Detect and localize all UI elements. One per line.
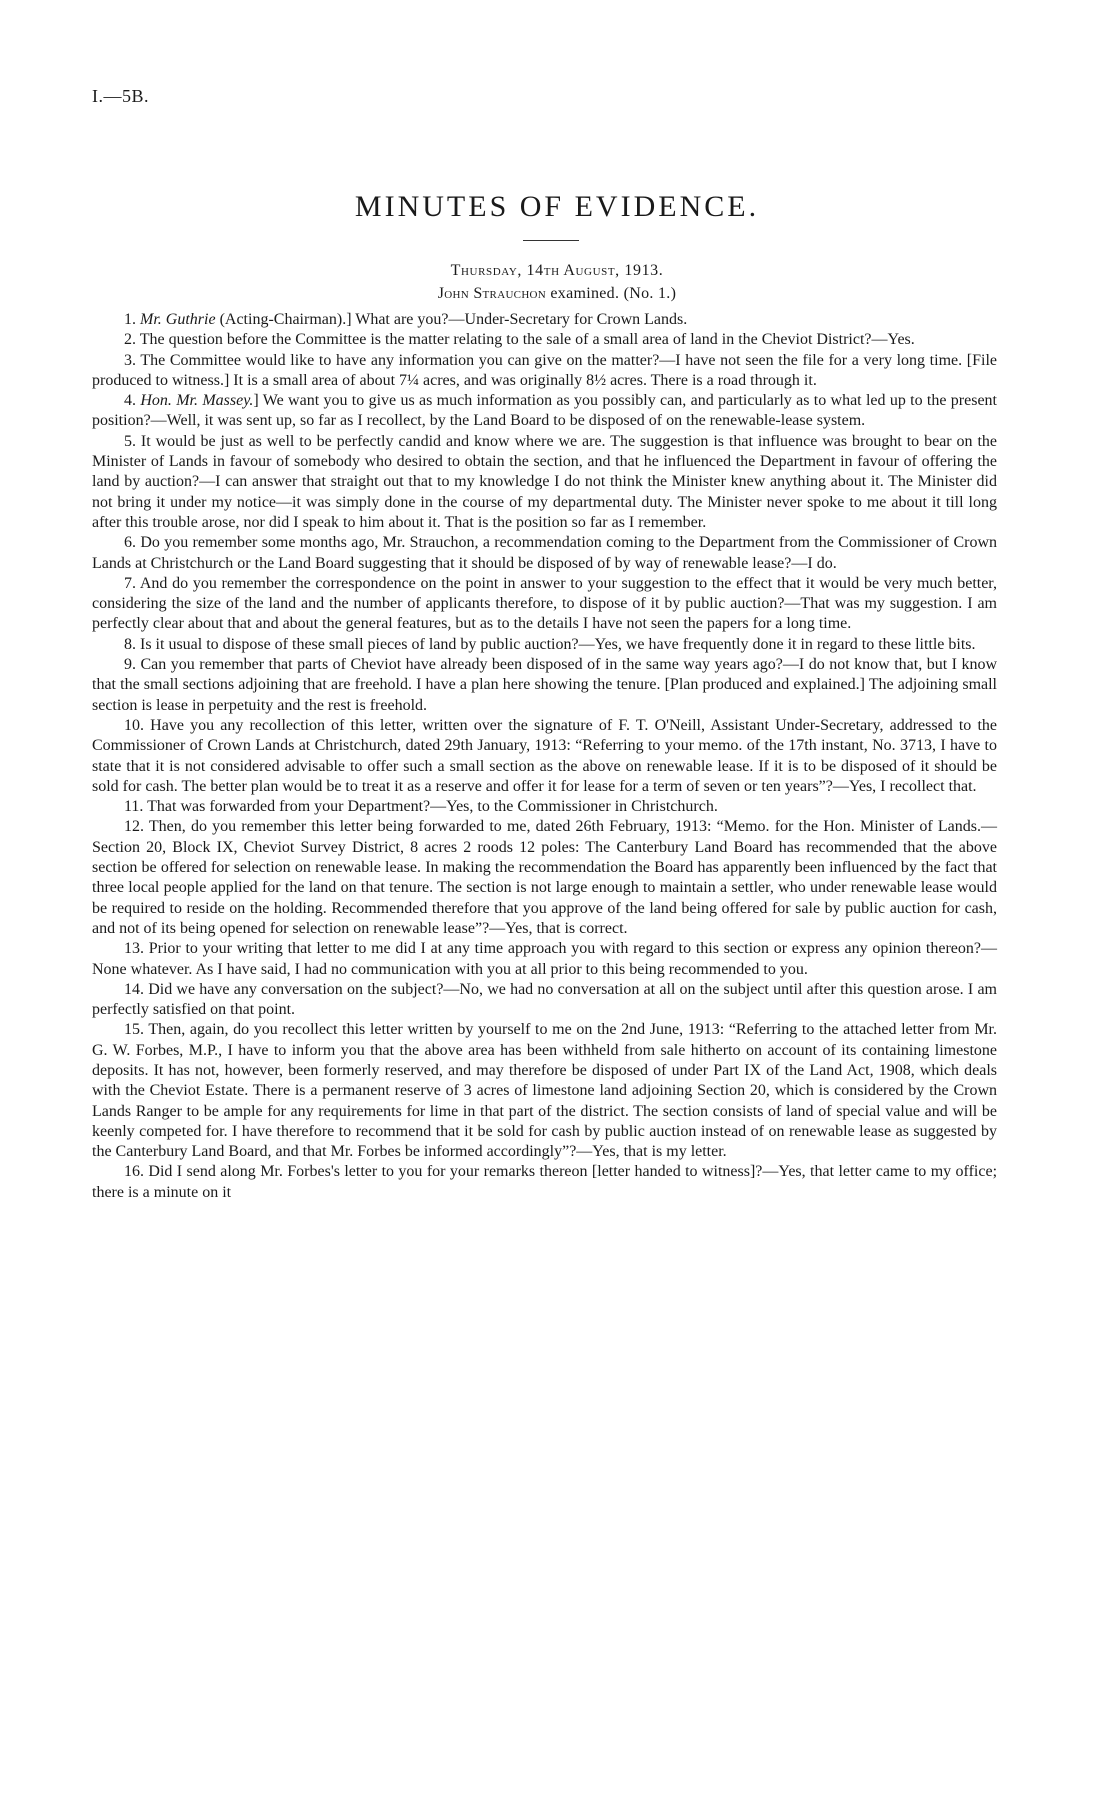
evidence-entry bbox=[92, 980, 997, 1021]
entry-text: The Committee would like to have any information you can give on the matter?—I have not seen the file for a very long time. [File produced to witness.] It is a small area of about 7¼ acres, and was originally 8½ acres. There is a road through it. bbox=[92, 351, 997, 389]
entry-text: ] We want you to give us as much information as you possibly can, and particularly as to what led up to the present position?—Well, it was sent up, so far as I recollect, by the Land Board to be disposed of on the renewable-lease system. bbox=[92, 392, 997, 430]
entry-number: 4. bbox=[124, 392, 136, 410]
entry-text: The question before the Committee is the matter relating to the sale of a small area of land in the Cheviot District?—Yes. bbox=[139, 331, 915, 349]
evidence-entry bbox=[92, 391, 997, 432]
entry-number: 9. bbox=[124, 656, 136, 674]
page-reference: I.—5B. bbox=[92, 86, 149, 106]
witness-number: (No. 1.) bbox=[623, 285, 677, 302]
evidence-entry bbox=[92, 351, 997, 392]
evidence-entry bbox=[92, 716, 997, 797]
document-title: MINUTES OF EVIDENCE. bbox=[354, 190, 760, 223]
evidence-body bbox=[92, 310, 997, 1203]
session-date: Thursday, 14th August, 1913. bbox=[450, 262, 664, 279]
entry-text: Have you any recollection of this letter, written over the signature of F. T. O'Neill, Assistant Under-Secretary, addressed to the Commissioner of Crown Lands at Christchurch, dated 29th January, 1913: “Referring to your memo. of the 17th instant, No. 3713, I have to state that it is not considered advisable to offer such a small section as the above on renewable lease. If it is to be disposed of it should be sold for cash. The better plan would be to treat it as a reserve and offer it for lease for a term of seven or ten years”?—Yes, I recollect that. bbox=[92, 716, 998, 795]
evidence-entry bbox=[92, 432, 997, 533]
entry-number: 5. bbox=[124, 432, 136, 450]
title-divider bbox=[523, 240, 579, 241]
entry-number: 8. bbox=[124, 635, 136, 653]
entry-number: 11. bbox=[124, 798, 144, 816]
entry-text: And do you remember the correspondence on the point in answer to your suggestion to the effect that it would be very much better, considering the size of the land and the number of applicants therefore, to dispose of it by public auction?—That was my suggestion. I am perfectly clear about that and about the general features, but as to the details I have not seen the papers for a long time. bbox=[92, 574, 997, 633]
entry-number: 7. bbox=[124, 574, 136, 592]
entry-text: That was forwarded from your Department?—Yes, to the Commissioner in Christchurch. bbox=[147, 798, 718, 816]
entry-text: Prior to your writing that letter to me did I at any time approach you with regard to this section or express any opinion thereon?—None whatever. As I have said, I had no communication with you at all prior to this being recommended to you. bbox=[92, 940, 998, 978]
entry-number: 1. bbox=[124, 311, 136, 328]
evidence-entry bbox=[92, 797, 997, 817]
witness-examined: examined. bbox=[550, 285, 620, 302]
entry-number: 13. bbox=[124, 940, 144, 958]
entry-number: 12. bbox=[124, 818, 144, 836]
entry-text: It would be just as well to be perfectly candid and know where we are. The suggestion is that influence was brought to bear on the Minister of Lands in favour of somebody who desired to obtain the section, and that he influenced the Department in favour of offering the land by auction?—I can answer that straight out that to my knowledge I do not think the Minister knew anything about it. The Minister did not bring it under my notice—it was simply done in the course of my departmental duty. The Minister never spoke to me about it till long after this trouble arose, nor did I speak to him about it. That is the position so far as I remember. bbox=[92, 432, 998, 531]
entry-number: 2. bbox=[124, 331, 136, 349]
entry-number: 3. bbox=[124, 351, 136, 369]
entry-text: (Acting-Chairman).] What are you?—Under-Secretary for Crown Lands. bbox=[219, 311, 688, 328]
evidence-entry bbox=[92, 574, 997, 635]
evidence-entry bbox=[92, 1162, 997, 1203]
entry-text: Then, do you remember this letter being forwarded to me, dated 26th February, 1913: “Memo. for the Hon. Minister of Lands.—Section 20, Block IX, Cheviot Survey District, 8 acres 2 roods 12 poles: The Canterbury Land Board has recommended that the above section be offered for selection on renewable lease. In making the recommendation the Board has apparently been influenced by the fact that three local people applied for the land on that tenure. The section is not large enough to maintain a settler, who under renewable lease would be required to reside on the holding. Recommended therefore that you approve of the land being offered for sale by public auction for cash, and not of its being opened for selection on renewable lease”?—Yes, that is correct. bbox=[92, 818, 997, 937]
entry-number: 6. bbox=[124, 534, 136, 552]
evidence-entry bbox=[92, 655, 997, 716]
entry-text: Did I send along Mr. Forbes's letter to you for your remarks thereon [letter handed to witness]?—Yes, that letter came to my office; there is a minute on it bbox=[92, 1163, 998, 1201]
witness-name: John Strauchon bbox=[437, 285, 547, 302]
entry-text: Did we have any conversation on the subject?—No, we had no conversation at all on the subject until after this question arose. I am perfectly satisfied on that point. bbox=[92, 980, 997, 1019]
evidence-entry bbox=[92, 635, 997, 655]
entry-text: Do you remember some months ago, Mr. Strauchon, a recommendation coming to the Department from the Commissioner of Crown Lands at Christchurch or the Land Board suggesting that it should be disposed of by way of renewable lease?—I do. bbox=[92, 534, 998, 572]
entry-text: Can you remember that parts of Cheviot have already been disposed of in the same way years ago?—I do not know that, but I know that the small sections adjoining that are freehold. I have a plan here showing the tenure. [Plan produced and explained.] The adjoining small section is lease in perpetuity and the rest is freehold. bbox=[92, 656, 998, 714]
entry-number: 16. bbox=[124, 1163, 144, 1181]
entry-speaker: Hon. Mr. Massey. bbox=[140, 392, 254, 410]
entry-number: 14. bbox=[124, 980, 144, 998]
entry-text: Is it usual to dispose of these small pieces of land by public auction?—Yes, we have frequently done it in regard to these little bits. bbox=[140, 635, 976, 653]
entry-text: Then, again, do you recollect this letter written by yourself to me on the 2nd June, 1913: “Referring to the attached letter from Mr. G. W. Forbes, M.P., I have to inform you that the above area has been withheld from sale hitherto on account of its containing limestone deposits. It has not, however, been formerly reserved, and may therefore be disposed of under Part IX of the Land Act, 1908, which deals with the Cheviot Estate. There is a permanent reserve of 3 acres of limestone land adjoining Section 20, which is considered by the Crown Lands Ranger to be ample for any requirements for lime in that part of the district. The section consists of land of special value and will be keenly competed for. I have therefore to recommend that it be sold for cash by public auction instead of on renewable lease as suggested by the Canterbury Land Board, and that Mr. Forbes be informed accordingly”?—Yes, that is my letter. bbox=[92, 1021, 997, 1161]
evidence-entry bbox=[92, 939, 997, 980]
witness-heading bbox=[0, 285, 1114, 303]
entry-number: 15. bbox=[124, 1021, 144, 1039]
evidence-entry bbox=[92, 310, 997, 330]
evidence-entry bbox=[92, 1020, 997, 1162]
evidence-entry bbox=[92, 817, 997, 939]
evidence-entry bbox=[92, 533, 997, 574]
evidence-entry bbox=[92, 330, 997, 350]
entry-number: 10. bbox=[124, 716, 144, 734]
entry-speaker: Mr. Guthrie bbox=[140, 311, 216, 328]
